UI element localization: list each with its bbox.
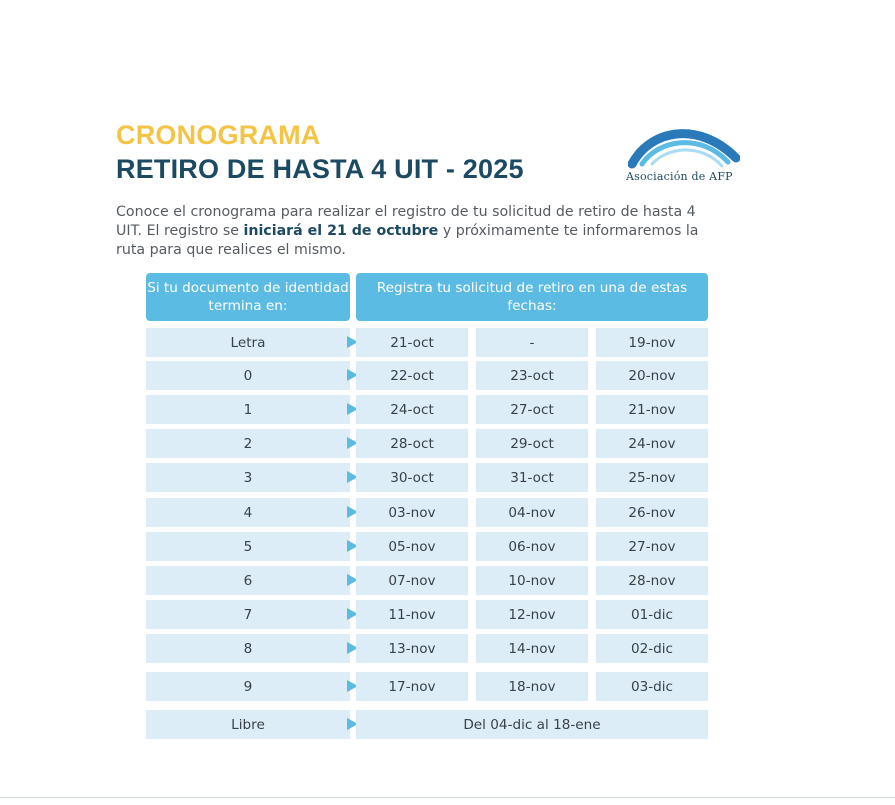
date-cell: 30-oct (356, 463, 468, 492)
afp-logo (622, 118, 744, 188)
date-cell: 10-nov (476, 566, 588, 595)
document-ending-cell: 5 (146, 532, 350, 561)
table-row (146, 498, 708, 527)
date-cell: 05-nov (356, 532, 468, 561)
document-ending-cell: 9 (146, 672, 350, 701)
date-cell: 19-nov (596, 328, 708, 357)
date-cell: 23-oct (476, 361, 588, 390)
date-cell: 26-nov (596, 498, 708, 527)
table-row-libre (146, 710, 708, 739)
date-cell: 11-nov (356, 600, 468, 629)
document-ending-cell: 6 (146, 566, 350, 595)
date-cell: 28-oct (356, 429, 468, 458)
table-row (146, 634, 708, 663)
title-cronograma: CRONOGRAMA (116, 120, 321, 150)
document-ending-cell: 2 (146, 429, 350, 458)
date-cell: 28-nov (596, 566, 708, 595)
document-ending-cell: 7 (146, 600, 350, 629)
date-cell: 04-nov (476, 498, 588, 527)
document-ending-cell: Libre (146, 710, 350, 739)
table-row (146, 361, 708, 390)
intro-text-1: Conoce el cronograma para realizar el registro de tu solicitud de retiro de hasta 4 UIT. El registro se (116, 204, 696, 239)
document-ending-cell: 1 (146, 395, 350, 424)
intro-text-2: y próximamente te informaremos la ruta para que realices el mismo. (116, 223, 699, 258)
document-ending-cell: Letra (146, 328, 350, 357)
date-cell: 12-nov (476, 600, 588, 629)
table-row (146, 600, 708, 629)
afp-arc-icon (628, 120, 740, 170)
date-cell: 17-nov (356, 672, 468, 701)
date-cell: 31-oct (476, 463, 588, 492)
title-retiro: RETIRO DE HASTA 4 UIT - 2025 (116, 154, 524, 184)
date-range-cell: Del 04-dic al 18-ene (356, 710, 708, 739)
date-cell: 07-nov (356, 566, 468, 595)
bottom-divider (0, 797, 895, 798)
date-cell: 01-dic (596, 600, 708, 629)
intro-bold: iniciará el 21 de octubre (243, 223, 439, 239)
table-row (146, 463, 708, 492)
header-document-ending (146, 273, 350, 321)
date-cell: 13-nov (356, 634, 468, 663)
date-cell: 14-nov (476, 634, 588, 663)
date-cell: - (476, 328, 588, 357)
date-cell: 24-nov (596, 429, 708, 458)
date-cell: 21-nov (596, 395, 708, 424)
document-ending-cell: 0 (146, 361, 350, 390)
header-dates-label: Registra tu solicitud de retiro en una de estas fechas: (376, 280, 688, 314)
header-document-label: Si tu documento de identidad termina en: (147, 280, 349, 314)
table-row (146, 566, 708, 595)
document-ending-cell: 4 (146, 498, 350, 527)
date-cell: 25-nov (596, 463, 708, 492)
document-ending-cell: 3 (146, 463, 350, 492)
date-cell: 21-oct (356, 328, 468, 357)
document-ending-cell: 8 (146, 634, 350, 663)
date-cell: 06-nov (476, 532, 588, 561)
date-cell: 27-oct (476, 395, 588, 424)
date-cell: 20-nov (596, 361, 708, 390)
table-row (146, 429, 708, 458)
date-cell: 03-dic (596, 672, 708, 701)
header-registration-dates (356, 273, 708, 321)
table-row (146, 395, 708, 424)
table-row (146, 328, 708, 357)
date-cell: 03-nov (356, 498, 468, 527)
date-cell: 02-dic (596, 634, 708, 663)
intro-paragraph (116, 203, 726, 260)
table-row (146, 532, 708, 561)
afp-logo-text: Asociación de AFP (626, 170, 733, 183)
table-row (146, 672, 708, 701)
date-cell: 22-oct (356, 361, 468, 390)
date-cell: 27-nov (596, 532, 708, 561)
date-cell: 18-nov (476, 672, 588, 701)
date-cell: 29-oct (476, 429, 588, 458)
date-cell: 24-oct (356, 395, 468, 424)
